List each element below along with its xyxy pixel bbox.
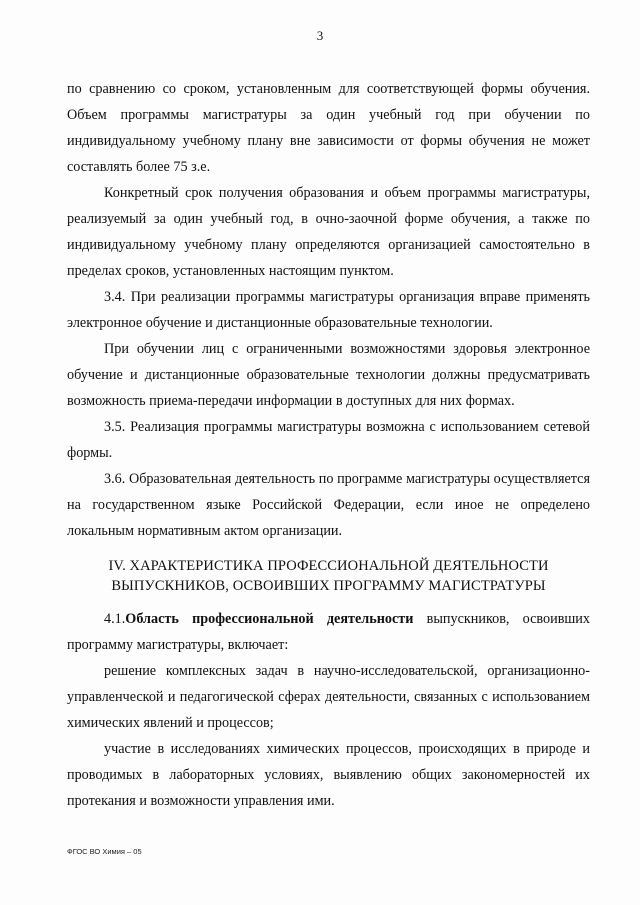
list-item-research: участие в исследованиях химических процессов, происходящих в природе и проводимых в лабораторных условиях, выявлению общих закономерностей их протекания и возможности управления ими. bbox=[67, 741, 590, 809]
paragraph-3-6: 3.6. Образовательная деятельность по программе магистратуры осуществляется на государственном языке Российской Федерации, если иное не определено локальным нормативным актом организации. bbox=[67, 471, 590, 539]
section-heading-line-2: ВЫПУСКНИКОВ, ОСВОИВШИХ ПРОГРАММУ МАГИСТРАТУРЫ bbox=[111, 578, 546, 594]
section-heading-line-1: IV. ХАРАКТЕРИСТИКА ПРОФЕССИОНАЛЬНОЙ ДЕЯТЕЛЬНОСТИ bbox=[108, 558, 549, 574]
paragraph-4-1 bbox=[67, 606, 590, 658]
page-number: 3 bbox=[316, 28, 324, 43]
paragraph-continuation: по сравнению со сроком, установленным для соответствующей формы обучения. Объем программы магистратуры за один учебный год при обучении по индивидуальному учебному плану вне зависимости от формы обучения не может составлять более 75 з.е. bbox=[67, 81, 590, 175]
footer-label: ФГОС ВО Химия – 05 bbox=[67, 847, 142, 856]
paragraph-3-4: 3.4. При реализации программы магистратуры организация вправе применять электронное обучение и дистанционные образовательные технологии. bbox=[67, 289, 590, 331]
section-heading bbox=[67, 556, 590, 596]
document-body bbox=[67, 76, 590, 814]
paragraph-3-5: 3.5. Реализация программы магистратуры возможна с использованием сетевой формы. bbox=[67, 419, 590, 461]
paragraph-disabilities: При обучении лиц с ограниченными возможностями здоровья электронное обучение и дистанционные образовательные технологии должны предусматривать возможность приема-передачи информации в доступных для них формах. bbox=[67, 341, 590, 409]
clause-number: 4.1. bbox=[104, 611, 126, 627]
bold-term: Область профессиональной деятельности bbox=[125, 611, 414, 627]
clause-text: выпускников, освоивших программу магистратуры, включает: bbox=[67, 611, 590, 653]
paragraph-term-volume: Конкретный срок получения образования и объем программы магистратуры, реализуемый за один учебный год, в очно-заочной форме обучения, а также по индивидуальному учебному плану определяются организацией самостоятельно в пределах сроков, установленных настоящим пунктом. bbox=[67, 185, 590, 279]
list-item-complex-tasks: решение комплексных задач в научно-исследовательской, организационно-управленческой и педагогической сферах деятельности, связанных с использованием химических явлений и процессов; bbox=[67, 663, 590, 731]
